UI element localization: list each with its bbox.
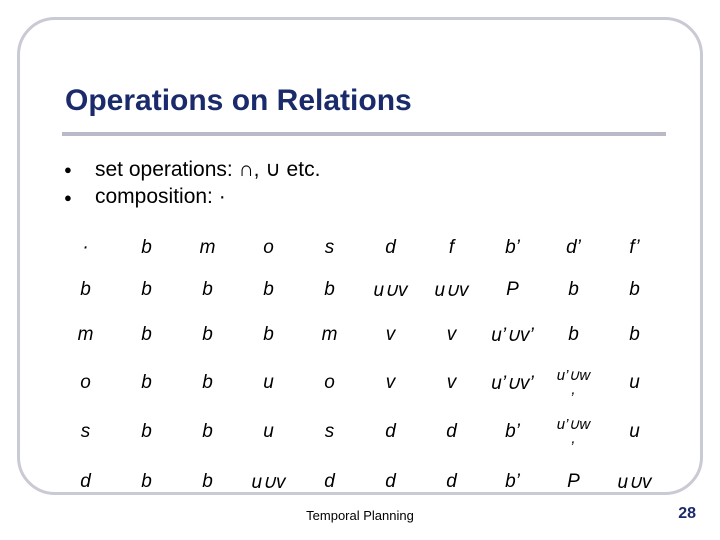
table-cell: b	[141, 279, 152, 300]
table-cell: v	[446, 372, 457, 393]
header-cell: d	[385, 237, 396, 258]
slide-title: Operations on Relations	[65, 84, 412, 117]
table-cell: P	[567, 471, 580, 492]
table-cell: d	[385, 421, 396, 442]
table-cell: P	[506, 279, 519, 300]
table-row	[55, 359, 665, 407]
bullet-list	[64, 155, 320, 211]
table-cell: b	[324, 279, 335, 300]
table-cell: d	[324, 471, 335, 492]
table-cell: b	[141, 372, 152, 393]
table-cell: b	[629, 324, 640, 345]
bullet-item	[64, 155, 320, 183]
table-cell: b’	[505, 471, 520, 492]
header-cell: m	[199, 237, 216, 258]
table-cell: b	[141, 421, 152, 442]
table-cell: b’	[505, 421, 520, 442]
table-cell: s	[324, 421, 335, 442]
row-header-cell: s	[80, 421, 91, 442]
bullet-dot-icon: ●	[64, 161, 72, 177]
page-number: 28	[678, 505, 696, 522]
table-cell: u∪v	[617, 471, 652, 493]
table-cell: b	[202, 471, 213, 492]
header-cell: f	[448, 237, 455, 258]
title-underline	[62, 132, 666, 136]
table-cell: b	[568, 279, 579, 300]
table-cell: u	[629, 372, 640, 393]
table-cell: b	[202, 324, 213, 345]
bullet-text: composition: ·	[95, 185, 226, 208]
table-cell: u’∪v’	[491, 372, 534, 394]
table-cell: d	[446, 421, 457, 442]
bullet-item	[64, 183, 320, 211]
header-cell: d’	[566, 237, 581, 258]
table-cell: v	[385, 324, 396, 345]
table-cell: b	[629, 279, 640, 300]
footer-text: Temporal Planning	[306, 508, 414, 523]
table-cell: u’∪w ,	[556, 416, 591, 447]
table-cell: b	[263, 279, 274, 300]
table-row	[55, 457, 665, 507]
row-header-cell: m	[77, 324, 94, 345]
table-cell: u	[629, 421, 640, 442]
table-cell: b	[568, 324, 579, 345]
table-cell: o	[324, 372, 335, 393]
table-cell: u’∪v’	[491, 324, 534, 346]
table-cell: b	[202, 372, 213, 393]
table-cell: u∪v	[373, 279, 408, 301]
table-cell: b	[263, 324, 274, 345]
table-cell: b	[202, 421, 213, 442]
table-cell: u	[263, 421, 274, 442]
table-cell: u∪v	[434, 279, 469, 301]
header-cell: b’	[505, 237, 520, 258]
header-cell: f’	[629, 237, 640, 258]
header-cell: b	[141, 237, 152, 258]
table-cell: b	[141, 471, 152, 492]
table-cell: b	[141, 324, 152, 345]
table-cell: d	[446, 471, 457, 492]
header-cell: ·	[82, 237, 89, 258]
table-cell: v	[446, 324, 457, 345]
table-cell: v	[385, 372, 396, 393]
row-header-cell: b	[80, 279, 91, 300]
row-header-cell: d	[80, 471, 91, 492]
table-row	[55, 311, 665, 359]
table-cell: u∪v	[251, 471, 286, 493]
bullet-dot-icon: ●	[64, 189, 72, 205]
row-header-cell: o	[80, 372, 91, 393]
table-header-row	[55, 227, 665, 269]
bullet-text: set operations: ∩, ∪ etc.	[95, 157, 321, 181]
table-row	[55, 269, 665, 311]
table-row	[55, 407, 665, 457]
composition-table	[55, 227, 665, 507]
header-cell: s	[324, 237, 335, 258]
table-cell: d	[385, 471, 396, 492]
table-cell: b	[202, 279, 213, 300]
header-cell: o	[263, 237, 274, 258]
table-cell: m	[321, 324, 338, 345]
table-cell: u’∪w ,	[556, 367, 591, 398]
table-cell: u	[263, 372, 274, 393]
